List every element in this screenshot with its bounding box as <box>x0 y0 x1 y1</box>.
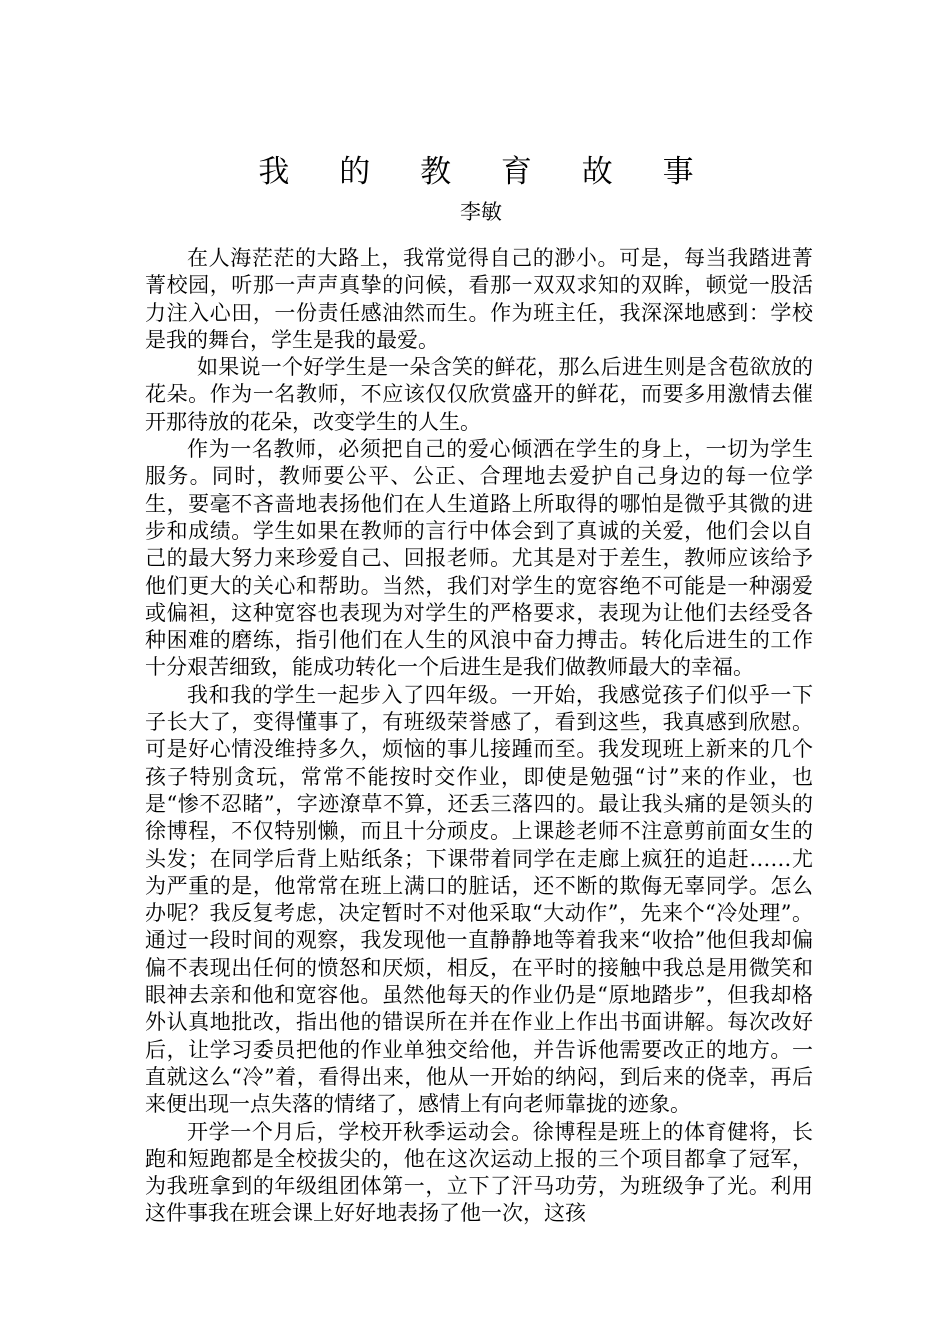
document-author: 李敏 <box>460 200 502 224</box>
paragraph-fourth-grade: 我和我的学生一起步入了四年级。一开始，我感觉孩子们似乎一下子长大了，变得懂事了，有班级荣誉感了，看到这些，我真感到欣慰。可是好心情没维持多久，烦恼的事儿接踵而至。我发现班上新来的几个孩子特别贪玩，常常不能按时交作业，即使是勉强“讨”来的作业，也是“惨不忍睹”，字迹潦草不算，还丢三落四的。最让我头痛的是领头的徐博程，不仅特别懒，而且十分顽皮。上课趁老师不注意剪前面女生的头发；在同学后背上贴纸条；下课带着同学在走廊上疯狂的追赶……尤为严重的是，他常常在班上满口的脏话，还不断的欺侮无辜同学。怎么办呢？我反复考虑，决定暂时不对他采取“大动作”，先来个“冷处理”。通过一段时间的观察，我发现他一直静静地等着我来“收拾”他但我却偏偏不表现出任何的愤怒和厌烦，相反，在平时的接触中我总是用微笑和眼神去亲和他和宽容他。虽然他每天的作业仍是“原地踏步”，但我却格外认真地批改，指出他的错误所在并在作业上作出书面讲解。每次改好后，让学习委员把他的作业单独交给他，并告诉他需要改正的地方。一直就这么“冷”着，看得出来，他从一开始的纳闷，到后来的侥幸，再后来便出现一点失落的情绪了，感情上有向老师靠拢的迹象。 <box>145 682 813 1117</box>
paragraph-flower-metaphor: 如果说一个好学生是一朵含笑的鲜花，那么后进生则是含苞欲放的花朵。作为一名教师，不应该仅仅欣赏盛开的鲜花，而要多用激情去催开那待放的花朵，改变学生的人生。 <box>145 355 813 434</box>
paragraph-intro: 在人海茫茫的大路上，我常觉得自己的渺小。可是，每当我踏进菁菁校园，听那一声声真挚的问候，看那一双双求知的双眸，顿觉一股活力注入心田，一份责任感油然而生。作为班主任，我深深地感到：学校是我的舞台，学生是我的最爱。 <box>145 246 813 352</box>
document-body <box>145 245 813 1228</box>
document-title: 我 的 教 育 故 事 <box>258 154 714 190</box>
paragraph-sports-meet: 开学一个月后，学校开秋季运动会。徐博程是班上的体育健将，长跑和短跑都是全校拔尖的，他在这次运动上报的三个项目都拿了冠军，为我班拿到的年级组团体第一，立下了汗马功劳，为班级争了光。利用这件事我在班会课上好好地表扬了他一次，这孩 <box>145 1119 813 1226</box>
paragraph-teacher-love: 作为一名教师，必须把自己的爱心倾洒在学生的身上，一切为学生服务。同时，教师要公平、公正、合理地去爱护自己身边的每一位学生，要毫不吝啬地表扬他们在人生道路上所取得的哪怕是微乎其微的进步和成绩。学生如果在教师的言行中体会到了真诚的关爱，他们会以自己的最大努力来珍爱自己、回报老师。尤其是对于差生，教师应该给予他们更大的关心和帮助。当然，我们对学生的宽容绝不可能是一种溺爱或偏袒，这种宽容也表现为对学生的严格要求，表现为让他们去经受各种困难的磨练，指引他们在人生的风浪中奋力搏击。转化后进生的工作十分艰苦细致，能成功转化一个后进生是我们做教师最大的幸福。 <box>145 437 813 680</box>
